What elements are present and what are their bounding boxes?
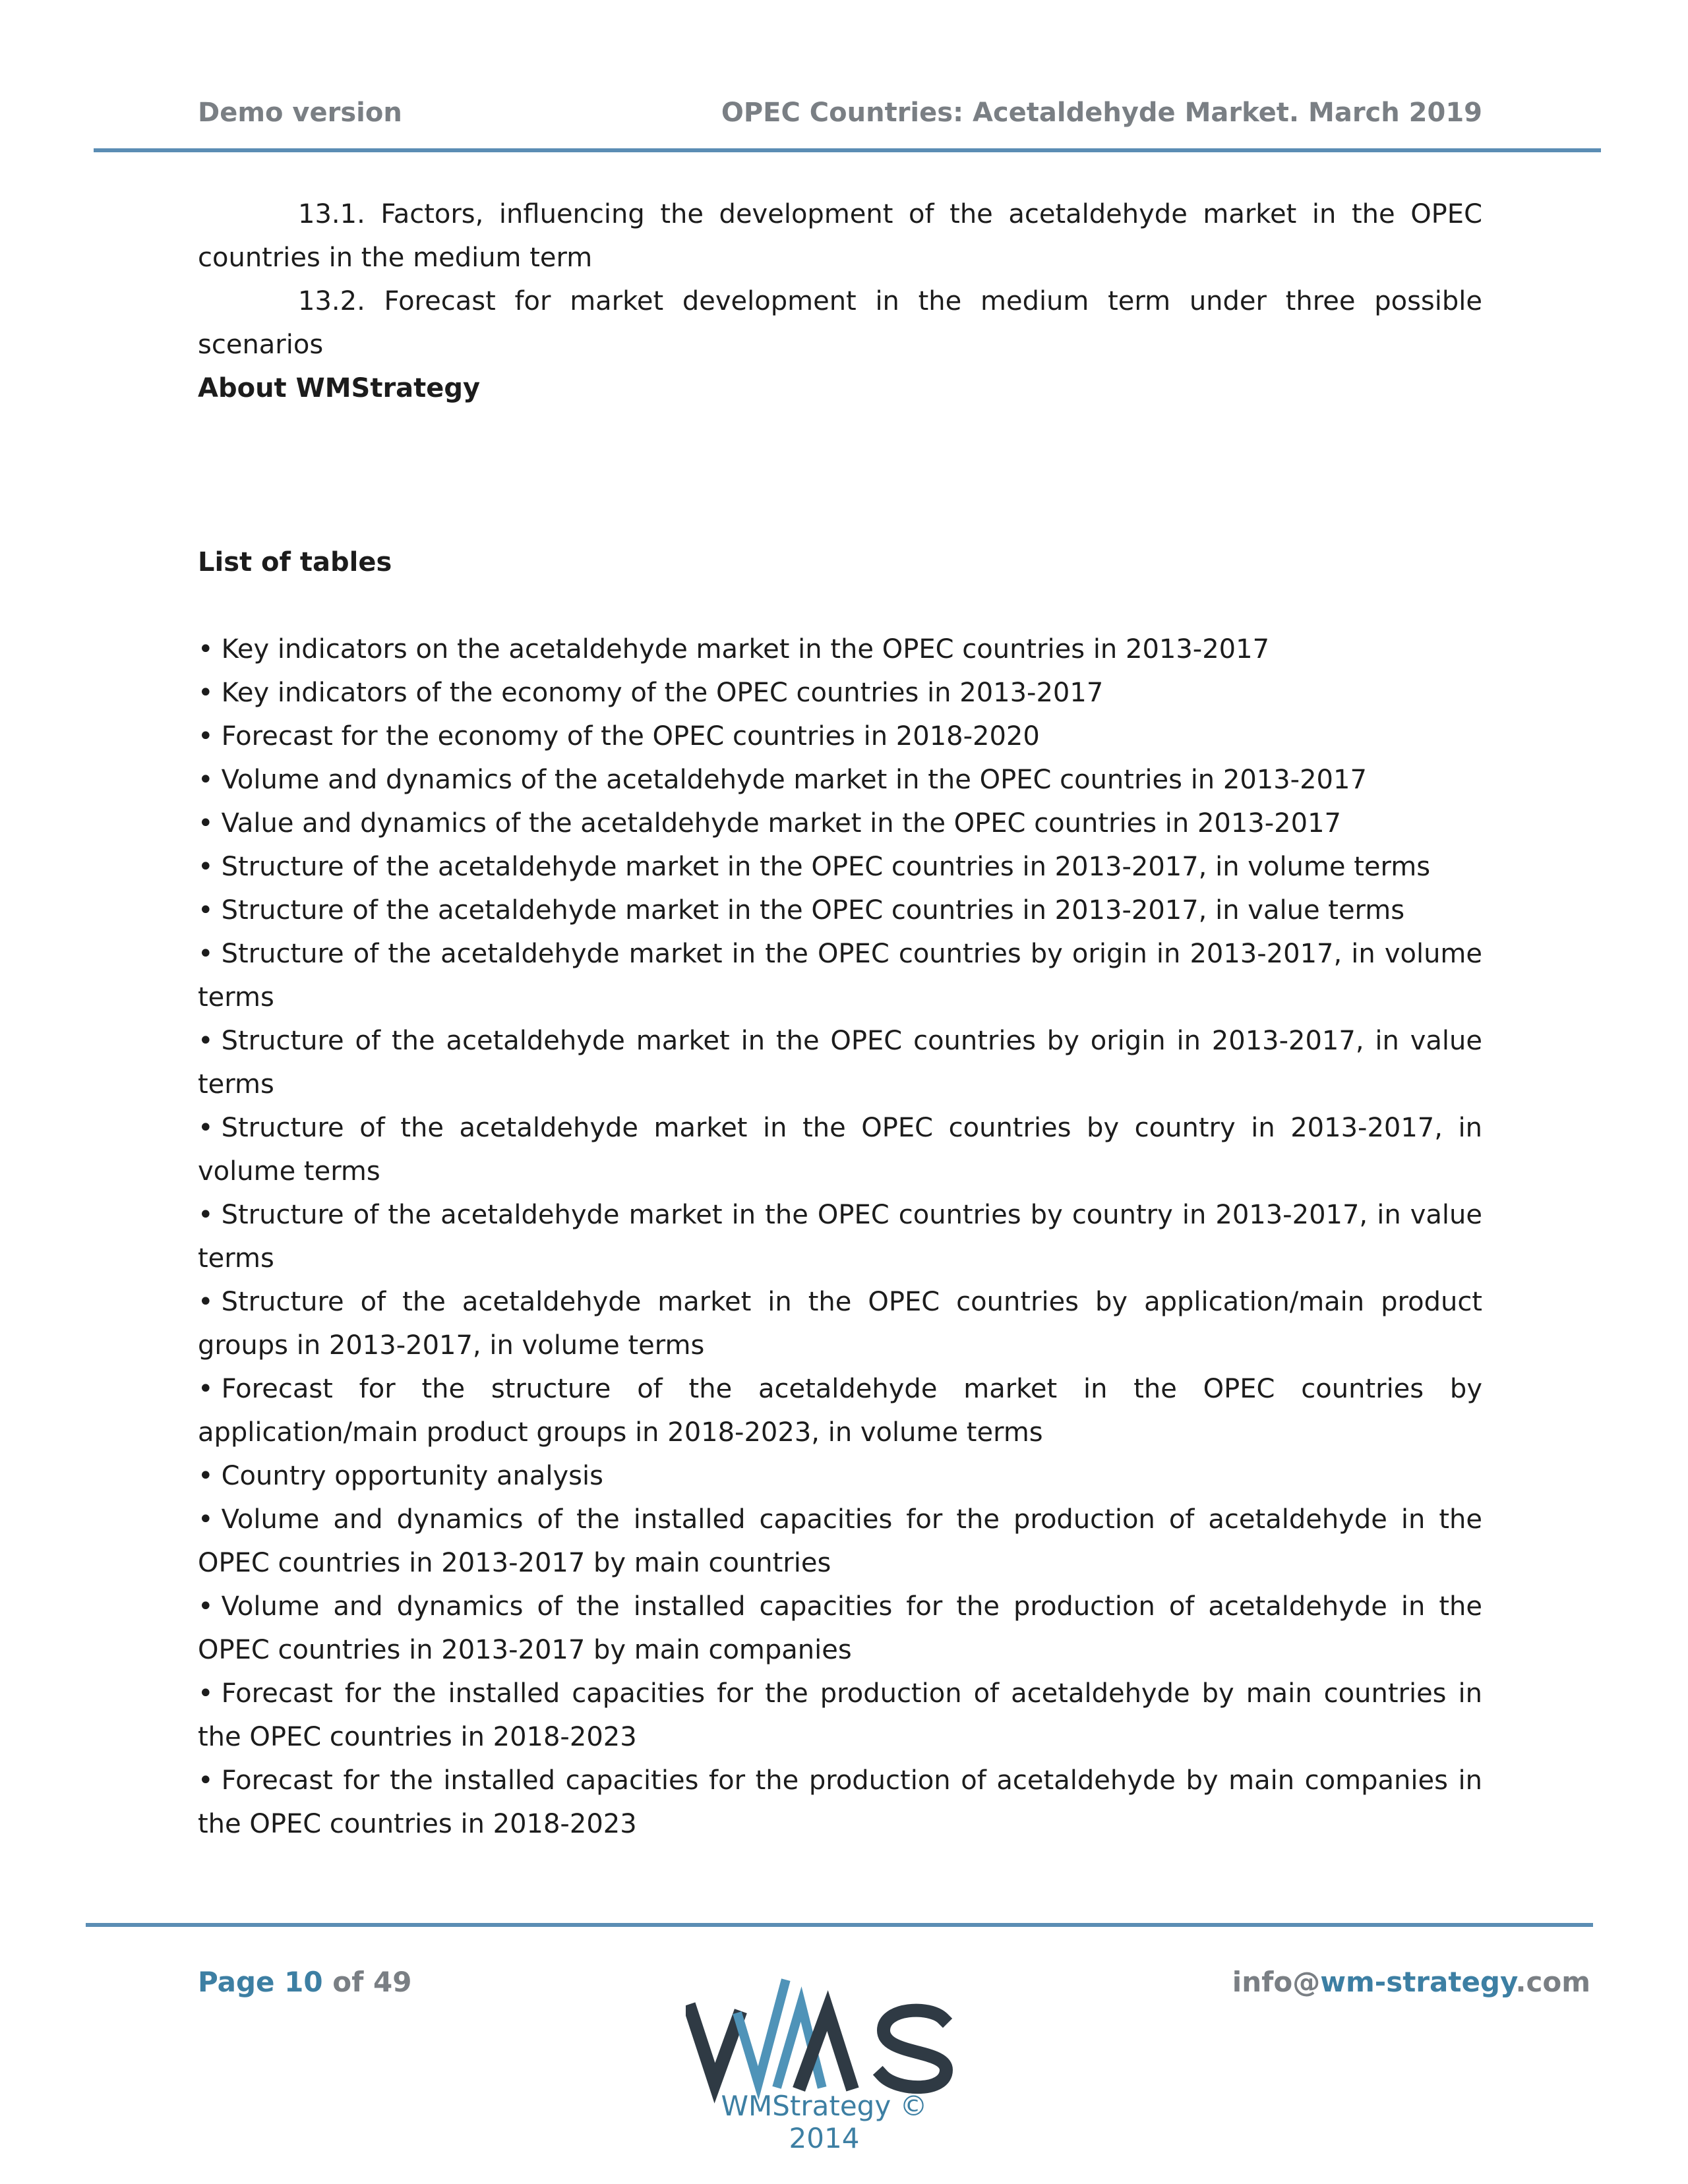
tables-list (198, 628, 1482, 1846)
email-tld: .com (1515, 1966, 1590, 1998)
bullet-icon: • (198, 808, 214, 839)
table-title: Structure of the acetaldehyde market in the OPEC countries by application/main product groups in 2013-2017, in volume terms (198, 1287, 1482, 1361)
page-counter (198, 1966, 411, 1998)
page-header (198, 98, 1482, 128)
table-title: Forecast for the installed capacities for the production of acetaldehyde by main companies in the OPEC countries in 2018-2023 (198, 1765, 1482, 1839)
bullet-icon: • (198, 1591, 214, 1622)
bullet-icon: • (198, 1765, 214, 1796)
bullet-icon: • (198, 1461, 214, 1491)
bullet-icon: • (198, 1678, 214, 1709)
bullet-icon: • (198, 1113, 214, 1143)
table-list-item (198, 758, 1482, 802)
of-word: of (332, 1966, 364, 1998)
table-list-item (198, 1193, 1482, 1280)
table-list-item (198, 1498, 1482, 1585)
table-list-item (198, 1759, 1482, 1846)
bullet-icon: • (198, 895, 214, 926)
table-title: Volume and dynamics of the acetaldehyde market in the OPEC countries in 2013-2017 (221, 765, 1367, 795)
table-list-item (198, 845, 1482, 889)
table-list-item (198, 671, 1482, 715)
bullet-icon: • (198, 939, 214, 969)
table-title: Structure of the acetaldehyde market in the OPEC countries in 2013-2017, in volume terms (221, 852, 1431, 882)
table-list-item (198, 802, 1482, 845)
footer-rule (86, 1923, 1593, 1927)
table-title: Structure of the acetaldehyde market in the OPEC countries by origin in 2013-2017, in value terms (198, 1026, 1482, 1100)
table-list-item (198, 932, 1482, 1019)
table-title: Key indicators on the acetaldehyde market in the OPEC countries in 2013-2017 (221, 634, 1270, 664)
table-title: Structure of the acetaldehyde market in the OPEC countries in 2013-2017, in value terms (221, 895, 1405, 926)
table-title: Key indicators of the economy of the OPEC countries in 2013-2017 (221, 678, 1104, 708)
page-word: Page (198, 1966, 275, 1998)
table-list-item (198, 628, 1482, 671)
table-list-item (198, 715, 1482, 758)
toc-item: 13.1. Factors, influencing the development of the acetaldehyde market in the OPEC countries in the medium term (198, 199, 1482, 273)
table-title: Volume and dynamics of the installed capacities for the production of acetaldehyde in the OPEC countries in 2013-2017 by main companies (198, 1591, 1482, 1665)
table-title: Country opportunity analysis (221, 1461, 603, 1491)
table-list-item (198, 1672, 1482, 1759)
table-title: Structure of the acetaldehyde market in the OPEC countries by country in 2013-2017, in volume terms (198, 1113, 1482, 1187)
bullet-icon: • (198, 1026, 214, 1056)
email-domain: wm-strategy (1320, 1966, 1516, 1998)
bullet-icon: • (198, 634, 214, 664)
copyright: WMStrategy © 2014 (721, 2090, 928, 2154)
table-title: Forecast for the economy of the OPEC countries in 2018-2020 (221, 721, 1040, 752)
bullet-icon: • (198, 1374, 214, 1404)
table-list-item (198, 1019, 1482, 1106)
bullet-icon: • (198, 721, 214, 752)
table-list-item (198, 1454, 1482, 1498)
table-list-item (198, 1280, 1482, 1367)
list-of-tables-title: List of tables (198, 547, 392, 577)
table-title: Forecast for the installed capacities for the production of acetaldehyde by main countries in the OPEC countries in 2018-2023 (198, 1678, 1482, 1752)
table-list-item (198, 889, 1482, 932)
table-title: Volume and dynamics of the installed capacities for the production of acetaldehyde in the OPEC countries in 2013-2017 by main countries (198, 1504, 1482, 1578)
bullet-icon: • (198, 1504, 214, 1535)
bullet-icon: • (198, 678, 214, 708)
bullet-icon: • (198, 1287, 214, 1317)
logo-lettering: WMS (686, 1971, 688, 1972)
table-title: Value and dynamics of the acetaldehyde market in the OPEC countries in 2013-2017 (221, 808, 1341, 839)
page-total: 49 (373, 1966, 412, 1998)
about-heading: About WMStrategy (198, 373, 481, 403)
table-list-item (198, 1367, 1482, 1454)
bullet-icon: • (198, 1200, 214, 1230)
table-title: Forecast for the structure of the acetaldehyde market in the OPEC countries by application/main product groups in 2018-2023, in volume terms (198, 1374, 1482, 1448)
page-content (198, 192, 1482, 1846)
table-title: Structure of the acetaldehyde market in the OPEC countries by country in 2013-2017, in value terms (198, 1200, 1482, 1274)
toc-item: 13.2. Forecast for market development in the medium term under three possible scenarios (198, 286, 1482, 360)
table-list-item (198, 1585, 1482, 1672)
header-right: OPEC Countries: Acetaldehyde Market. March 2019 (721, 98, 1482, 128)
page-number: 10 (284, 1966, 323, 1998)
email-user: info@ (1232, 1966, 1321, 1998)
contact-email[interactable] (1232, 1966, 1590, 1998)
table-title: Structure of the acetaldehyde market in the OPEC countries by origin in 2013-2017, in volume terms (198, 939, 1482, 1013)
bullet-icon: • (198, 852, 214, 882)
bullet-icon: • (198, 765, 214, 795)
header-rule (94, 148, 1601, 152)
header-left: Demo version (198, 98, 402, 128)
table-list-item (198, 1106, 1482, 1193)
